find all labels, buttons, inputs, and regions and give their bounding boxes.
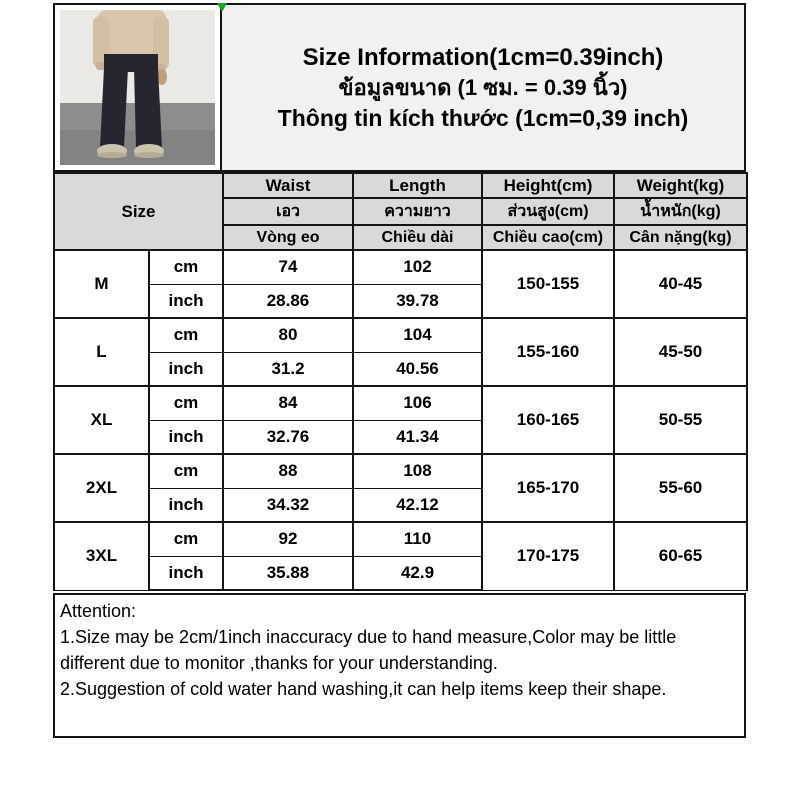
col-header-weight-en: Weight(kg) [614, 173, 747, 198]
size-label-m: M [54, 250, 149, 318]
unit-cm: cm [149, 522, 223, 556]
unit-inch: inch [149, 352, 223, 386]
length-cm-value: 108 [353, 454, 482, 488]
size-chart-content [53, 3, 746, 738]
size-row-m-cm [54, 250, 747, 284]
weight-range-value: 50-55 [614, 386, 747, 454]
waist-cm-value: 80 [223, 318, 353, 352]
waist-inch-value: 34.32 [223, 488, 353, 522]
attention-box [53, 593, 746, 738]
size-label-2xl: 2XL [54, 454, 149, 522]
size-label-3xl: 3XL [54, 522, 149, 590]
col-header-waist-vi: Vòng eo [223, 225, 353, 250]
col-header-weight-th: น้ำหนัก(kg) [614, 198, 747, 225]
waist-cm-value: 92 [223, 522, 353, 556]
length-cm-value: 106 [353, 386, 482, 420]
size-row-l-cm [54, 318, 747, 352]
length-inch-value: 42.12 [353, 488, 482, 522]
col-header-height-vi: Chiều cao(cm) [482, 225, 614, 250]
unit-cm: cm [149, 318, 223, 352]
weight-range-value: 55-60 [614, 454, 747, 522]
size-table [53, 172, 748, 591]
size-header-cell: Size [54, 173, 223, 250]
length-inch-value: 39.78 [353, 284, 482, 318]
attention-heading: Attention: [60, 601, 137, 621]
title-thai: ข้อมูลขนาด (1 ซม. = 0.39 นิ้ว) [338, 74, 628, 100]
weight-range-value: 45-50 [614, 318, 747, 386]
height-range-value: 155-160 [482, 318, 614, 386]
waist-cm-value: 88 [223, 454, 353, 488]
size-row-xl-cm [54, 386, 747, 420]
waist-cm-value: 74 [223, 250, 353, 284]
size-row-3xl-cm [54, 522, 747, 556]
unit-inch: inch [149, 420, 223, 454]
col-header-height-th: ส่วนสูง(cm) [482, 198, 614, 225]
length-cm-value: 102 [353, 250, 482, 284]
col-header-length-en: Length [353, 173, 482, 198]
product-photo-illustration [60, 10, 215, 165]
height-range-value: 150-155 [482, 250, 614, 318]
header-row-en [54, 173, 747, 198]
attention-note-2: 2.Suggestion of cold water hand washing,it can help items keep their shape. [60, 679, 667, 699]
size-label-l: L [54, 318, 149, 386]
col-header-length-vi: Chiều dài [353, 225, 482, 250]
length-cm-value: 110 [353, 522, 482, 556]
product-photo [53, 3, 222, 172]
unit-cm: cm [149, 454, 223, 488]
unit-cm: cm [149, 250, 223, 284]
weight-range-value: 60-65 [614, 522, 747, 590]
height-range-value: 170-175 [482, 522, 614, 590]
length-inch-value: 40.56 [353, 352, 482, 386]
title-block [222, 3, 746, 172]
unit-inch: inch [149, 284, 223, 318]
weight-range-value: 40-45 [614, 250, 747, 318]
title-english: Size Information(1cm=0.39inch) [302, 43, 664, 71]
green-corner-marker-icon [217, 3, 227, 12]
length-cm-value: 104 [353, 318, 482, 352]
waist-cm-value: 84 [223, 386, 353, 420]
waist-inch-value: 28.86 [223, 284, 353, 318]
title-vietnamese: Thông tin kích thước (1cm=0,39 inch) [277, 104, 689, 131]
waist-inch-value: 32.76 [223, 420, 353, 454]
height-range-value: 165-170 [482, 454, 614, 522]
height-range-value: 160-165 [482, 386, 614, 454]
waist-inch-value: 35.88 [223, 556, 353, 590]
attention-note-1: 1.Size may be 2cm/1inch inaccuracy due to hand measure,Color may be little different due to monitor ,thanks for your understanding. [60, 627, 677, 673]
length-inch-value: 42.9 [353, 556, 482, 590]
size-row-2xl-cm [54, 454, 747, 488]
col-header-waist-en: Waist [223, 173, 353, 198]
length-inch-value: 41.34 [353, 420, 482, 454]
unit-inch: inch [149, 488, 223, 522]
col-header-length-th: ความยาว [353, 198, 482, 225]
col-header-weight-vi: Cân nặng(kg) [614, 225, 747, 250]
top-section [53, 3, 746, 172]
col-header-waist-th: เอว [223, 198, 353, 225]
unit-inch: inch [149, 556, 223, 590]
unit-cm: cm [149, 386, 223, 420]
col-header-height-en: Height(cm) [482, 173, 614, 198]
waist-inch-value: 31.2 [223, 352, 353, 386]
size-label-xl: XL [54, 386, 149, 454]
